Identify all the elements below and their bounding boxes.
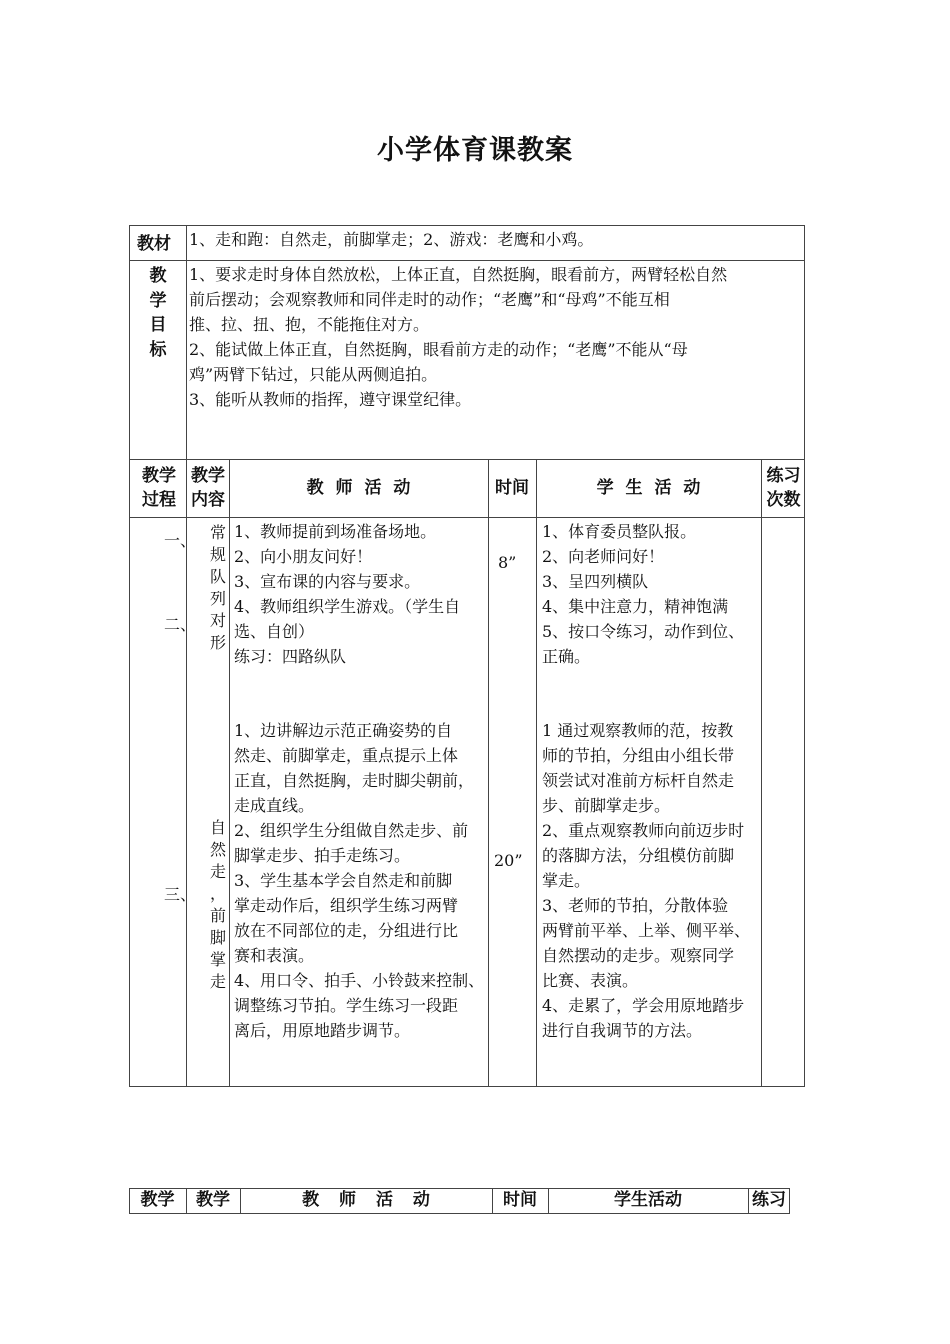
teacher-line: 1、教师提前到场准备场地。 (234, 522, 437, 541)
student-line: 4、集中注意力，精神饱满 (542, 597, 729, 616)
student-line: 师的节拍，分组由小组长带 (542, 746, 735, 765)
header-process-line: 教学 (142, 466, 176, 486)
teacher-activity-walking (234, 718, 486, 1043)
student-line: 3、老师的节拍，分散体验 (542, 896, 729, 915)
column-divider (488, 459, 489, 1087)
t2-header-teacher-activity: 教 师 活 动 (302, 1190, 430, 1210)
goal-line: 3、能听从教师的指挥，遵守课堂纪律。 (189, 390, 472, 409)
header-content-line: 教学 (191, 466, 225, 486)
time-routine: 8” (498, 553, 517, 572)
content-char: 脚 (209, 928, 226, 947)
column-divider (761, 459, 762, 1087)
row-divider (129, 260, 805, 261)
goal-label (148, 264, 168, 362)
teacher-activity-routine (234, 519, 486, 669)
header-content (188, 464, 228, 512)
teacher-line: 离后，用原地踏步调节。 (234, 1021, 411, 1040)
student-line: 2、向老师问好！ (542, 547, 665, 566)
material-label: 教材 (137, 234, 171, 254)
content-walking (208, 817, 228, 993)
teacher-line: 赛和表演。 (234, 946, 315, 965)
header-practice-line: 练习 (766, 466, 801, 486)
student-line: 两臂前平举、上举、侧平举、 (542, 921, 751, 940)
section-number-3: 三、 (164, 885, 197, 904)
teacher-line: 走成直线。 (234, 796, 315, 815)
student-line: 5、按口令练习，动作到位、 (542, 622, 745, 641)
student-line: 掌走。 (542, 871, 591, 890)
content-char: 对 (209, 611, 226, 630)
header-practice-line: 次数 (766, 490, 801, 510)
teacher-line: 然走、前脚掌走，重点提示上体 (234, 746, 459, 765)
t2-header-content: 教学 (196, 1190, 230, 1210)
content-char: 列 (209, 589, 226, 608)
content-char: ， (209, 884, 226, 903)
column-divider (229, 459, 230, 1087)
goal-line: 鸡”两臂下钻过，只能从两侧追拍。 (189, 365, 438, 384)
teacher-line: 掌走动作后，组织学生练习两臂 (234, 896, 459, 915)
goal-line: 1、要求走时身体自然放松，上体正直，自然挺胸，眼看前方，两臂轻松自然 (189, 265, 728, 284)
teacher-line: 选、自创） (234, 622, 315, 641)
goal-label-char: 标 (149, 339, 167, 360)
content-char: 队 (209, 567, 226, 586)
goal-label-char: 学 (149, 290, 167, 311)
teacher-line: 4、教师组织学生游戏。（学生自 (234, 597, 461, 616)
teacher-line: 1、边讲解边示范正确姿势的自 (234, 721, 453, 740)
goal-label-char: 目 (149, 315, 167, 335)
student-line: 正确。 (542, 647, 591, 666)
student-line: 领尝试对准前方标杆自然走 (542, 771, 735, 790)
teacher-line: 放在不同部位的走，分组进行比 (234, 921, 459, 940)
header-content-line: 内容 (191, 490, 225, 510)
student-line: 1 通过观察教师的范，按教 (542, 721, 734, 740)
teacher-line: 4、用口令、拍手、小铃鼓来控制、 (234, 971, 485, 990)
teacher-line: 调整练习节拍。学生练习一段距 (234, 996, 459, 1015)
student-line: 自然摆动的走步。观察同学 (542, 946, 735, 965)
teacher-line: 正直，自然挺胸，走时脚尖朝前， (234, 771, 475, 790)
goal-text (189, 262, 803, 412)
header-teacher-activity: 教 师 活 动 (306, 478, 411, 498)
teacher-line: 2、组织学生分组做自然走步、前 (234, 821, 469, 840)
content-char: 掌 (209, 950, 226, 969)
row-divider (129, 517, 805, 518)
teacher-line: 3、宣布课的内容与要求。 (234, 572, 421, 591)
content-routine (208, 522, 228, 654)
goal-line: 推、拉、扭、抱，不能拖住对方。 (189, 315, 430, 334)
content-char: 走 (209, 972, 226, 991)
student-activity-routine (542, 519, 760, 669)
header-process (133, 464, 185, 512)
student-line: 的落脚方法，分组模仿前脚 (542, 846, 735, 865)
t2-header-process: 教学 (140, 1190, 175, 1210)
student-line: 4、走累了，学会用原地踏步 (542, 996, 745, 1015)
section-number-1: 一、 (164, 531, 197, 550)
student-line: 2、重点观察教师向前迈步时 (542, 821, 745, 840)
header-practice (762, 464, 805, 512)
student-line: 进行自我调节的方法。 (542, 1021, 703, 1040)
header-process-line: 过程 (142, 490, 176, 510)
page-title: 小学体育课教案 (377, 135, 573, 166)
content-char: 常 (209, 523, 226, 542)
content-char: 然 (209, 840, 226, 859)
header-student-activity: 学 生 活 动 (596, 478, 701, 498)
student-activity-walking (542, 718, 760, 1043)
goal-line: 2、能试做上体正直，自然挺胸，眼看前方走的动作；“老鹰”不能从“母 (189, 340, 688, 359)
material-text: 1、走和跑：自然走，前脚掌走；2、游戏：老鹰和小鸡。 (189, 230, 594, 249)
content-char: 形 (209, 633, 226, 652)
student-line: 1、体育委员整队报。 (542, 522, 697, 541)
t2-header-student-activity: 学生活动 (614, 1190, 682, 1210)
column-divider (536, 459, 537, 1087)
content-char: 规 (209, 545, 226, 564)
t2-header-time: 时间 (503, 1190, 537, 1210)
teacher-line: 练习：四路纵队 (234, 647, 347, 666)
goal-label-char: 教 (149, 266, 167, 286)
time-walking: 20” (494, 851, 523, 870)
section-number-2: 二、 (164, 615, 197, 634)
t2-header-practice: 练习 (752, 1190, 786, 1210)
content-char: 自 (209, 818, 226, 837)
student-line: 比赛、表演。 (542, 971, 639, 990)
content-char: 走 (209, 862, 226, 881)
content-char: 前 (209, 906, 226, 925)
teacher-line: 脚掌走步、拍手走练习。 (234, 846, 411, 865)
teacher-line: 3、学生基本学会自然走和前脚 (234, 871, 453, 890)
column-divider (186, 225, 187, 1087)
teacher-line: 2、向小朋友问好！ (234, 547, 373, 566)
header-time: 时间 (495, 478, 529, 498)
student-line: 步、前脚掌走步。 (542, 796, 671, 815)
goal-line: 前后摆动；会观察教师和同伴走时的动作；“老鹰”和“母鸡”不能互相 (189, 290, 670, 309)
student-line: 3、呈四列横队 (542, 572, 649, 591)
row-divider (129, 459, 805, 460)
